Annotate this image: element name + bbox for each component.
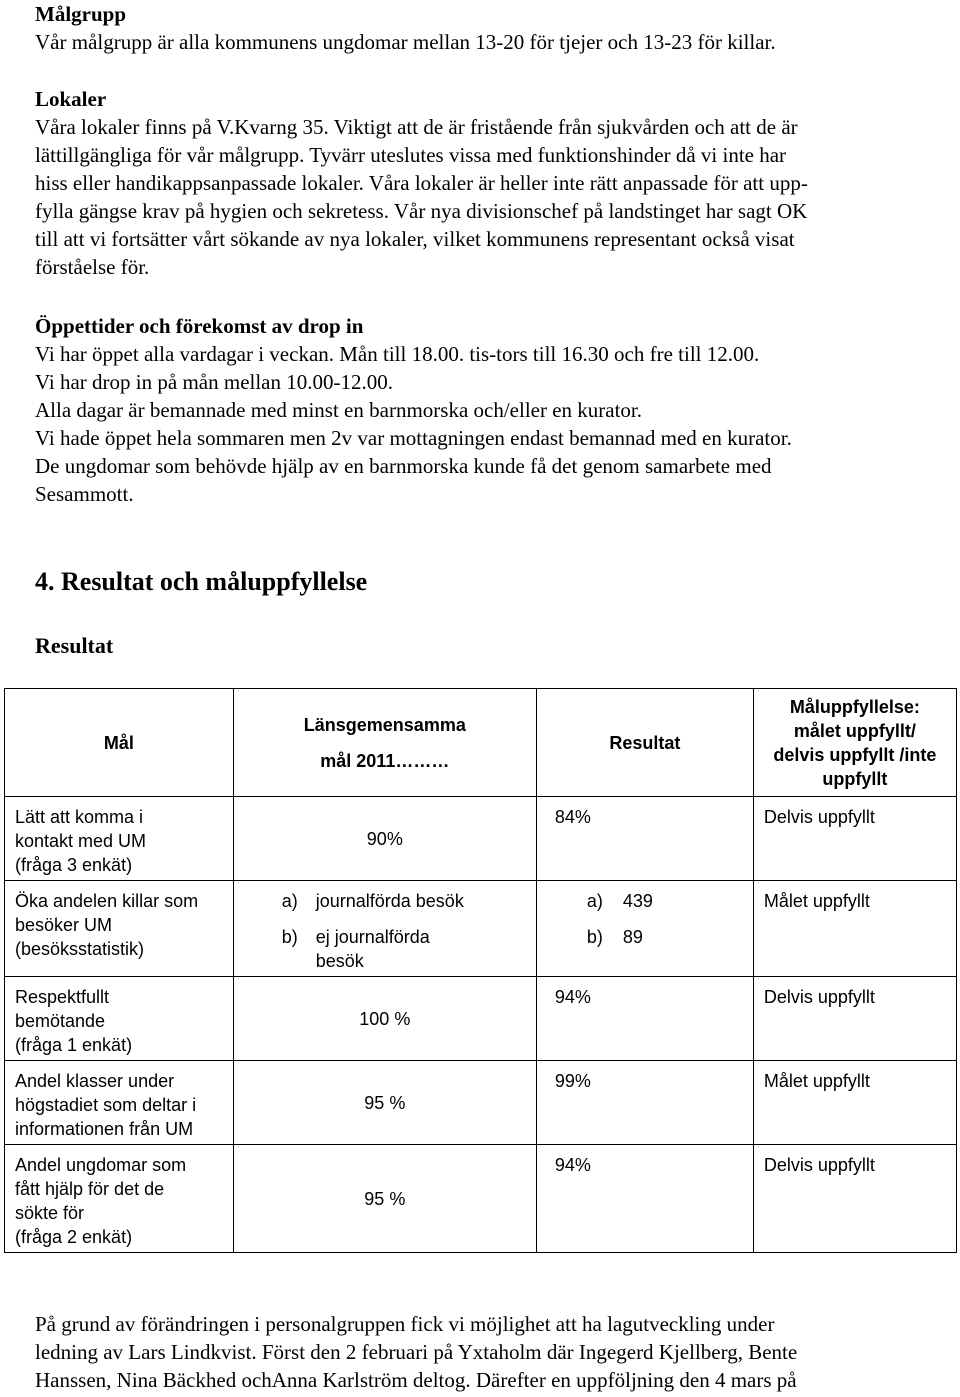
target-cell: 100 % <box>233 977 536 1061</box>
goal-cell <box>5 881 234 977</box>
header-line: Måluppfyllelse: <box>789 696 920 717</box>
results-table <box>4 688 957 1253</box>
target-cell <box>233 881 536 977</box>
paragraph-line: förståelse för. <box>35 255 150 279</box>
goal-cell <box>5 977 234 1061</box>
list-value <box>316 925 430 973</box>
result-cell <box>536 881 753 977</box>
goal-line: (fråga 2 enkät) <box>15 1227 133 1247</box>
table-row <box>5 1145 957 1253</box>
table-header-row <box>5 689 957 797</box>
resultat-heading: Resultat <box>35 633 114 658</box>
goal-line: informationen från UM <box>15 1119 194 1139</box>
result-a <box>587 889 753 913</box>
list-value-line: ej journalförda <box>315 927 430 947</box>
table-row <box>5 881 957 977</box>
target-cell: 95 % <box>233 1061 536 1145</box>
header-resultat: Resultat <box>536 689 753 797</box>
paragraph-line: lättillgängliga för vår målgrupp. Tyvärr uteslutes vissa med funktionshinder då vi inte har <box>35 143 787 167</box>
target-b <box>282 925 536 973</box>
status-cell: Målet uppfyllt <box>753 881 956 977</box>
status-cell: Delvis uppfyllt <box>753 797 956 881</box>
lokaler-paragraph <box>35 113 808 281</box>
paragraph-line: På grund av förändringen i personalgruppen fick vi möjlighet att ha lagutveckling under <box>35 1312 775 1336</box>
result-b <box>587 925 753 949</box>
goal-line: fått hjälp för det de <box>15 1179 165 1199</box>
header-line: Länsgemensamma <box>303 714 466 735</box>
list-value: 89 <box>622 927 643 947</box>
header-lansgemensamma <box>233 689 536 797</box>
status-cell: Delvis uppfyllt <box>753 977 956 1061</box>
paragraph-line: De ungdomar som behövde hjälp av en barnmorska kunde få det genom samarbete med <box>35 454 772 478</box>
list-key: b) <box>281 927 298 947</box>
goal-line: (fråga 1 enkät) <box>15 1035 133 1055</box>
goal-line: (besöksstatistik) <box>15 939 145 959</box>
goal-line: sökte för <box>15 1203 85 1223</box>
list-key: a) <box>586 891 603 911</box>
list-value-line: besök <box>315 951 364 971</box>
table-row <box>5 1061 957 1145</box>
goal-line: bemötande <box>15 1011 106 1031</box>
goal-cell <box>5 1145 234 1253</box>
target-cell: 90% <box>233 797 536 881</box>
header-line: mål 2011……… <box>320 750 450 771</box>
paragraph-line: ledning av Lars Lindkvist. Först den 2 februari på Yxtaholm där Ingegerd Kjellberg, Bente <box>35 1340 798 1364</box>
list-key: b) <box>586 927 603 947</box>
header-line: delvis uppfyllt /inte <box>773 744 937 765</box>
goal-line: Lätt att komma i <box>15 807 144 827</box>
paragraph-line: hiss eller handikappsanpassade lokaler. Våra lokaler är heller inte rätt anpassade för att upp- <box>35 171 808 195</box>
paragraph-line: till att vi fortsätter vårt sökande av nya lokaler, vilket kommunens representant också visat <box>35 227 795 251</box>
result-cell: 94% <box>536 977 753 1061</box>
goal-line: högstadiet som deltar i <box>15 1095 197 1115</box>
header-line: målet uppfyllt/ <box>793 720 916 741</box>
target-cell: 95 % <box>233 1145 536 1253</box>
list-value: journalförda besök <box>315 891 464 911</box>
table-row <box>5 797 957 881</box>
paragraph-line: fylla gängse krav på hygien och sekretess. Vår nya divisionschef på landstinget har sagt OK <box>35 199 808 223</box>
paragraph-line: Sesammott. <box>35 482 134 506</box>
status-cell: Delvis uppfyllt <box>753 1145 956 1253</box>
lokaler-heading: Lokaler <box>35 87 107 111</box>
header-line: uppfyllt <box>822 768 888 789</box>
paragraph-line: Alla dagar är bemannade med minst en barnmorska och/eller en kurator. <box>35 398 643 422</box>
oppettider-heading: Öppettider och förekomst av drop in <box>35 314 364 338</box>
list-value: 439 <box>622 891 653 911</box>
header-mal: Mål <box>5 689 234 797</box>
result-cell: 84% <box>536 797 753 881</box>
goal-line: Öka andelen killar som <box>15 891 199 911</box>
result-cell: 99% <box>536 1061 753 1145</box>
paragraph-line: Vi har öppet alla vardagar i veckan. Mån till 18.00. tis-tors till 16.30 och fre till 12.00. <box>35 342 760 366</box>
goal-line: Andel ungdomar som <box>15 1155 187 1175</box>
goal-line: Respektfullt <box>15 987 110 1007</box>
paragraph-line: Våra lokaler finns på V.Kvarng 35. Viktigt att de är fristående från sjukvården och att de är <box>35 115 798 139</box>
target-a <box>282 889 536 913</box>
oppettider-paragraph <box>35 340 792 508</box>
goal-line: Andel klasser under <box>15 1071 175 1091</box>
result-cell: 94% <box>536 1145 753 1253</box>
goal-line: kontakt med UM <box>15 831 147 851</box>
table-row <box>5 977 957 1061</box>
malgrupp-text: Vår målgrupp är alla kommunens ungdomar mellan 13-20 för tjejer och 13-23 för killar. <box>35 30 776 54</box>
paragraph-line: Vi hade öppet hela sommaren men 2v var mottagningen endast bemannad med en kurator. <box>35 426 792 450</box>
goal-cell <box>5 797 234 881</box>
closing-paragraph <box>35 1310 797 1394</box>
paragraph-line: Vi har drop in på mån mellan 10.00-12.00. <box>35 370 393 394</box>
goal-cell <box>5 1061 234 1145</box>
header-maluppfyllelse <box>753 689 956 797</box>
status-cell: Målet uppfyllt <box>753 1061 956 1145</box>
section-heading: 4. Resultat och måluppfyllelse <box>35 567 368 596</box>
malgrupp-heading: Målgrupp <box>35 2 127 26</box>
goal-line: besöker UM <box>15 915 113 935</box>
list-key: a) <box>281 891 298 911</box>
goal-line: (fråga 3 enkät) <box>15 855 133 875</box>
paragraph-line: Hanssen, Nina Bäckhed ochAnna Karlström deltog. Därefter en uppföljning den 4 mars på <box>35 1368 797 1392</box>
